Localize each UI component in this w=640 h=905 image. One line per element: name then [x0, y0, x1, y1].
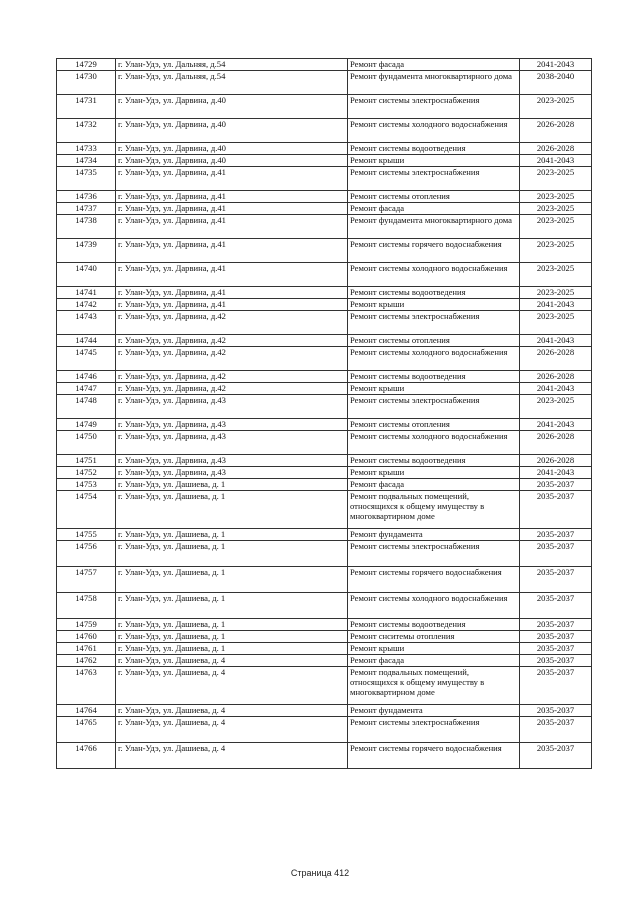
row-work: Ремонт крыши	[348, 299, 520, 311]
row-work: Ремонт системы водоотведения	[348, 287, 520, 299]
row-work: Ремонт системы электроснабжения	[348, 167, 520, 191]
row-address: г. Улан-Удэ, ул. Дарвина, д.42	[116, 371, 348, 383]
table-row	[57, 593, 592, 619]
row-address: г. Улан-Удэ, ул. Дашиева, д. 1	[116, 491, 348, 529]
row-work: Ремонт системы горячего водоснабжения	[348, 239, 520, 263]
row-address: г. Улан-Удэ, ул. Дарвина, д.41	[116, 191, 348, 203]
row-address: г. Улан-Удэ, ул. Дарвина, д.43	[116, 455, 348, 467]
row-number: 14759	[57, 619, 116, 631]
row-period: 2023-2025	[520, 311, 592, 335]
row-period: 2035-2037	[520, 541, 592, 567]
row-number: 14751	[57, 455, 116, 467]
row-number: 14753	[57, 479, 116, 491]
row-address: г. Улан-Удэ, ул. Дашиева, д. 1	[116, 567, 348, 593]
row-number: 14745	[57, 347, 116, 371]
row-period: 2035-2037	[520, 491, 592, 529]
row-number: 14756	[57, 541, 116, 567]
row-work: Ремонт системы холодного водоснабжения	[348, 347, 520, 371]
row-period: 2041-2043	[520, 419, 592, 431]
row-period: 2035-2037	[520, 655, 592, 667]
row-address: г. Улан-Удэ, ул. Дашиева, д. 4	[116, 743, 348, 769]
table-row	[57, 287, 592, 299]
row-period: 2035-2037	[520, 643, 592, 655]
row-period: 2023-2025	[520, 95, 592, 119]
row-work: Ремонт системы электроснабжения	[348, 717, 520, 743]
row-period: 2023-2025	[520, 215, 592, 239]
row-address: г. Улан-Удэ, ул. Дарвина, д.41	[116, 215, 348, 239]
table-row	[57, 717, 592, 743]
repair-schedule-table	[56, 58, 592, 769]
table-row	[57, 299, 592, 311]
row-number: 14732	[57, 119, 116, 143]
row-work: Ремонт системы электроснабжения	[348, 311, 520, 335]
row-number: 14761	[57, 643, 116, 655]
row-address: г. Улан-Удэ, ул. Дашиева, д. 4	[116, 705, 348, 717]
row-address: г. Улан-Удэ, ул. Дарвина, д.42	[116, 347, 348, 371]
table-row	[57, 419, 592, 431]
row-work: Ремонт фундамента многоквартирного дома	[348, 215, 520, 239]
row-address: г. Улан-Удэ, ул. Дарвина, д.41	[116, 299, 348, 311]
row-work: Ремонт крыши	[348, 467, 520, 479]
row-work: Ремонт системы отопления	[348, 335, 520, 347]
row-period: 2041-2043	[520, 467, 592, 479]
row-period: 2023-2025	[520, 395, 592, 419]
row-address: г. Улан-Удэ, ул. Дашиева, д. 1	[116, 479, 348, 491]
table-row	[57, 705, 592, 717]
row-work: Ремонт системы отопления	[348, 191, 520, 203]
row-period: 2035-2037	[520, 717, 592, 743]
table-row	[57, 655, 592, 667]
row-address: г. Улан-Удэ, ул. Дарвина, д.42	[116, 383, 348, 395]
row-period: 2041-2043	[520, 59, 592, 71]
row-number: 14740	[57, 263, 116, 287]
row-period: 2026-2028	[520, 143, 592, 155]
row-number: 14738	[57, 215, 116, 239]
row-number: 14760	[57, 631, 116, 643]
row-period: 2041-2043	[520, 155, 592, 167]
table-row	[57, 167, 592, 191]
table-row	[57, 59, 592, 71]
row-work: Ремонт фундамента	[348, 705, 520, 717]
row-work: Ремонт подвальных помещений, относящихся к общему имуществу в многоквартирном доме	[348, 491, 520, 529]
row-number: 14747	[57, 383, 116, 395]
table-row	[57, 143, 592, 155]
row-work: Ремонт фасада	[348, 655, 520, 667]
row-period: 2035-2037	[520, 593, 592, 619]
table-row	[57, 431, 592, 455]
row-number: 14730	[57, 71, 116, 95]
row-period: 2038-2040	[520, 71, 592, 95]
row-period: 2023-2025	[520, 203, 592, 215]
row-work: Ремонт подвальных помещений, относящихся к общему имуществу в многоквартирном доме	[348, 667, 520, 705]
row-number: 14739	[57, 239, 116, 263]
table-row	[57, 529, 592, 541]
row-number: 14737	[57, 203, 116, 215]
row-period: 2023-2025	[520, 167, 592, 191]
row-period: 2035-2037	[520, 479, 592, 491]
row-number: 14744	[57, 335, 116, 347]
row-period: 2035-2037	[520, 619, 592, 631]
row-address: г. Улан-Удэ, ул. Дашиева, д. 1	[116, 619, 348, 631]
row-number: 14733	[57, 143, 116, 155]
row-period: 2035-2037	[520, 667, 592, 705]
row-address: г. Улан-Удэ, ул. Дарвина, д.41	[116, 203, 348, 215]
table-row	[57, 263, 592, 287]
row-work: Ремонт фасада	[348, 59, 520, 71]
row-address: г. Улан-Удэ, ул. Дарвина, д.43	[116, 419, 348, 431]
row-period: 2041-2043	[520, 299, 592, 311]
row-address: г. Улан-Удэ, ул. Дарвина, д.41	[116, 287, 348, 299]
table-row	[57, 191, 592, 203]
table-row	[57, 743, 592, 769]
row-number: 14746	[57, 371, 116, 383]
row-address: г. Улан-Удэ, ул. Дарвина, д.42	[116, 311, 348, 335]
table-row	[57, 643, 592, 655]
row-number: 14757	[57, 567, 116, 593]
table-row	[57, 455, 592, 467]
row-period: 2041-2043	[520, 335, 592, 347]
table-row	[57, 311, 592, 335]
table-row	[57, 155, 592, 167]
row-work: Ремонт системы горячего водоснабжения	[348, 743, 520, 769]
row-number: 14764	[57, 705, 116, 717]
table-row	[57, 567, 592, 593]
row-address: г. Улан-Удэ, ул. Дашиева, д. 1	[116, 529, 348, 541]
row-number: 14763	[57, 667, 116, 705]
row-number: 14755	[57, 529, 116, 541]
row-number: 14729	[57, 59, 116, 71]
row-work: Ремонт крыши	[348, 155, 520, 167]
table-row	[57, 479, 592, 491]
table-row	[57, 371, 592, 383]
row-number: 14748	[57, 395, 116, 419]
row-number: 14731	[57, 95, 116, 119]
page-number: Страница 412	[290, 868, 350, 878]
row-work: Ремонт фасада	[348, 479, 520, 491]
table-row	[57, 335, 592, 347]
row-period: 2035-2037	[520, 529, 592, 541]
table-row	[57, 467, 592, 479]
row-work: Ремонт системы отопления	[348, 419, 520, 431]
table-row	[57, 239, 592, 263]
row-period: 2023-2025	[520, 191, 592, 203]
table-row	[57, 71, 592, 95]
row-address: г. Улан-Удэ, ул. Дашиева, д. 4	[116, 667, 348, 705]
row-work: Ремонт системы холодного водоснабжения	[348, 119, 520, 143]
table-row	[57, 95, 592, 119]
row-number: 14743	[57, 311, 116, 335]
row-period: 2026-2028	[520, 371, 592, 383]
row-number: 14742	[57, 299, 116, 311]
table-row	[57, 395, 592, 419]
row-work: Ремонт системы электроснабжения	[348, 95, 520, 119]
row-work: Ремонт системы электроснабжения	[348, 541, 520, 567]
table-row	[57, 203, 592, 215]
row-address: г. Улан-Удэ, ул. Дарвина, д.41	[116, 263, 348, 287]
row-address: г. Улан-Удэ, ул. Дашиева, д. 1	[116, 643, 348, 655]
row-number: 14735	[57, 167, 116, 191]
row-address: г. Улан-Удэ, ул. Дарвина, д.42	[116, 335, 348, 347]
row-work: Ремонт системы водоотведения	[348, 455, 520, 467]
row-number: 14766	[57, 743, 116, 769]
row-number: 14762	[57, 655, 116, 667]
row-number: 14752	[57, 467, 116, 479]
row-address: г. Улан-Удэ, ул. Дарвина, д.41	[116, 167, 348, 191]
row-work: Ремонт системы водоотведения	[348, 619, 520, 631]
row-period: 2041-2043	[520, 383, 592, 395]
row-work: Ремонт крыши	[348, 383, 520, 395]
row-period: 2023-2025	[520, 239, 592, 263]
row-address: г. Улан-Удэ, ул. Дарвина, д.40	[116, 143, 348, 155]
row-address: г. Улан-Удэ, ул. Дашиева, д. 4	[116, 655, 348, 667]
row-work: Ремонт системы водоотведения	[348, 371, 520, 383]
row-address: г. Улан-Удэ, ул. Дарвина, д.43	[116, 467, 348, 479]
row-work: Ремонт фундамента	[348, 529, 520, 541]
row-period: 2026-2028	[520, 347, 592, 371]
table-row	[57, 347, 592, 371]
row-work: Ремонт фасада	[348, 203, 520, 215]
row-period: 2035-2037	[520, 567, 592, 593]
row-address: г. Улан-Удэ, ул. Дашиева, д. 1	[116, 541, 348, 567]
row-address: г. Улан-Удэ, ул. Дашиева, д. 1	[116, 593, 348, 619]
row-number: 14741	[57, 287, 116, 299]
table-body	[57, 59, 592, 769]
table-row	[57, 383, 592, 395]
row-address: г. Улан-Удэ, ул. Дашиева, д. 4	[116, 717, 348, 743]
row-work: Ремонт крыши	[348, 643, 520, 655]
row-number: 14736	[57, 191, 116, 203]
table-row	[57, 667, 592, 705]
row-number: 14765	[57, 717, 116, 743]
row-period: 2026-2028	[520, 455, 592, 467]
row-address: г. Улан-Удэ, ул. Дарвина, д.43	[116, 431, 348, 455]
row-address: г. Улан-Удэ, ул. Дарвина, д.40	[116, 95, 348, 119]
row-work: Ремонт системы электроснабжения	[348, 395, 520, 419]
table-row	[57, 541, 592, 567]
table-row	[57, 631, 592, 643]
table-row	[57, 491, 592, 529]
table-row	[57, 619, 592, 631]
row-number: 14758	[57, 593, 116, 619]
row-work: Ремонт системы холодного водоснабжения	[348, 431, 520, 455]
row-period: 2023-2025	[520, 287, 592, 299]
row-address: г. Улан-Удэ, ул. Дашиева, д. 1	[116, 631, 348, 643]
row-number: 14754	[57, 491, 116, 529]
row-number: 14734	[57, 155, 116, 167]
row-work: Ремонт системы горячего водоснабжения	[348, 567, 520, 593]
row-period: 2023-2025	[520, 263, 592, 287]
row-work: Ремонт системы холодного водоснабжения	[348, 263, 520, 287]
row-period: 2035-2037	[520, 705, 592, 717]
table-row	[57, 215, 592, 239]
row-work: Ремонт системы водоотведения	[348, 143, 520, 155]
row-period: 2026-2028	[520, 119, 592, 143]
row-address: г. Улан-Удэ, ул. Дарвина, д.43	[116, 395, 348, 419]
row-period: 2035-2037	[520, 631, 592, 643]
row-work: Ремонт фундамента многоквартирного дома	[348, 71, 520, 95]
table-row	[57, 119, 592, 143]
row-number: 14749	[57, 419, 116, 431]
row-address: г. Улан-Удэ, ул. Дальняя, д.54	[116, 59, 348, 71]
row-period: 2035-2037	[520, 743, 592, 769]
row-address: г. Улан-Удэ, ул. Дарвина, д.40	[116, 119, 348, 143]
row-period: 2026-2028	[520, 431, 592, 455]
row-address: г. Улан-Удэ, ул. Дарвина, д.40	[116, 155, 348, 167]
row-work: Ремонт системы холодного водоснабжения	[348, 593, 520, 619]
row-number: 14750	[57, 431, 116, 455]
row-address: г. Улан-Удэ, ул. Дарвина, д.41	[116, 239, 348, 263]
row-address: г. Улан-Удэ, ул. Дальняя, д.54	[116, 71, 348, 95]
row-work: Ремонт снситемы отопления	[348, 631, 520, 643]
